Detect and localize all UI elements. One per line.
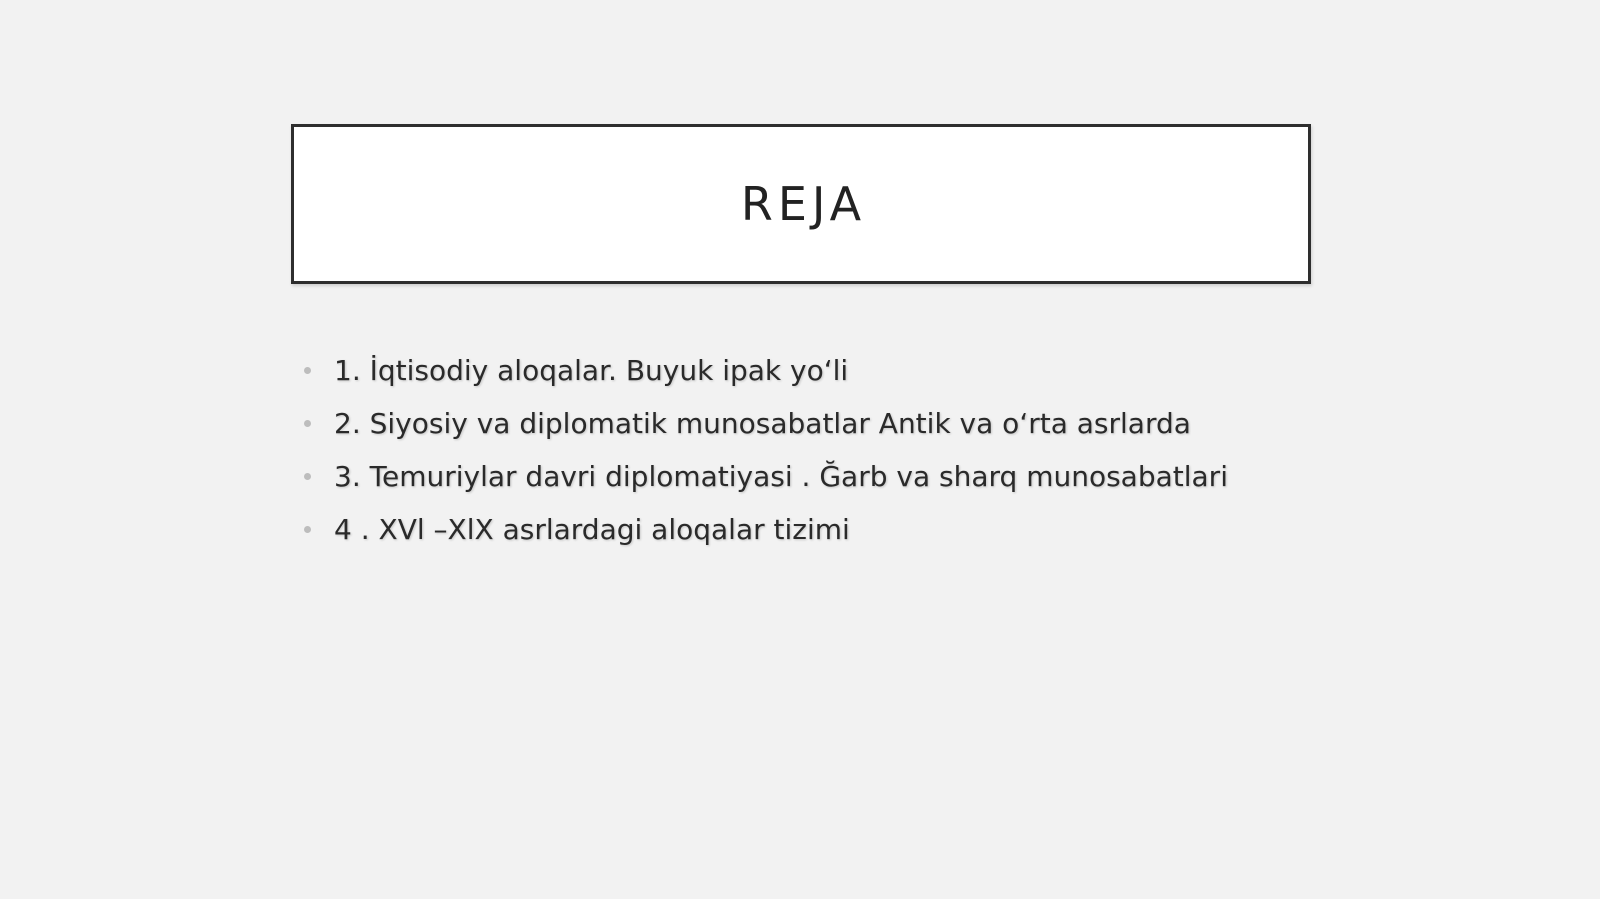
list-item-text: 4 . XVl –XlX asrlardagi aloqalar tizimi [334,513,850,546]
list-item [302,344,1302,397]
bullet-list [302,344,1302,556]
list-item-text: 1. İqtisodiy aloqalar. Buyuk ipak yo‘li [334,354,849,387]
bullet-icon [304,420,311,427]
bullet-icon [304,367,311,374]
slide-title: REJA [740,177,867,231]
list-item-text: 2. Siyosiy va diplomatik munosabatlar Antik va o‘rta asrlarda [334,407,1191,440]
list-item-text: 3. Temuriylar davri diplomatiyasi . Ğarb va sharq munosabatlari [334,460,1228,493]
list-item [302,503,1302,556]
list-item [302,450,1302,503]
bullet-icon [304,473,311,480]
title-box [291,124,1311,284]
list-item [302,397,1302,450]
bullet-icon [304,526,311,533]
